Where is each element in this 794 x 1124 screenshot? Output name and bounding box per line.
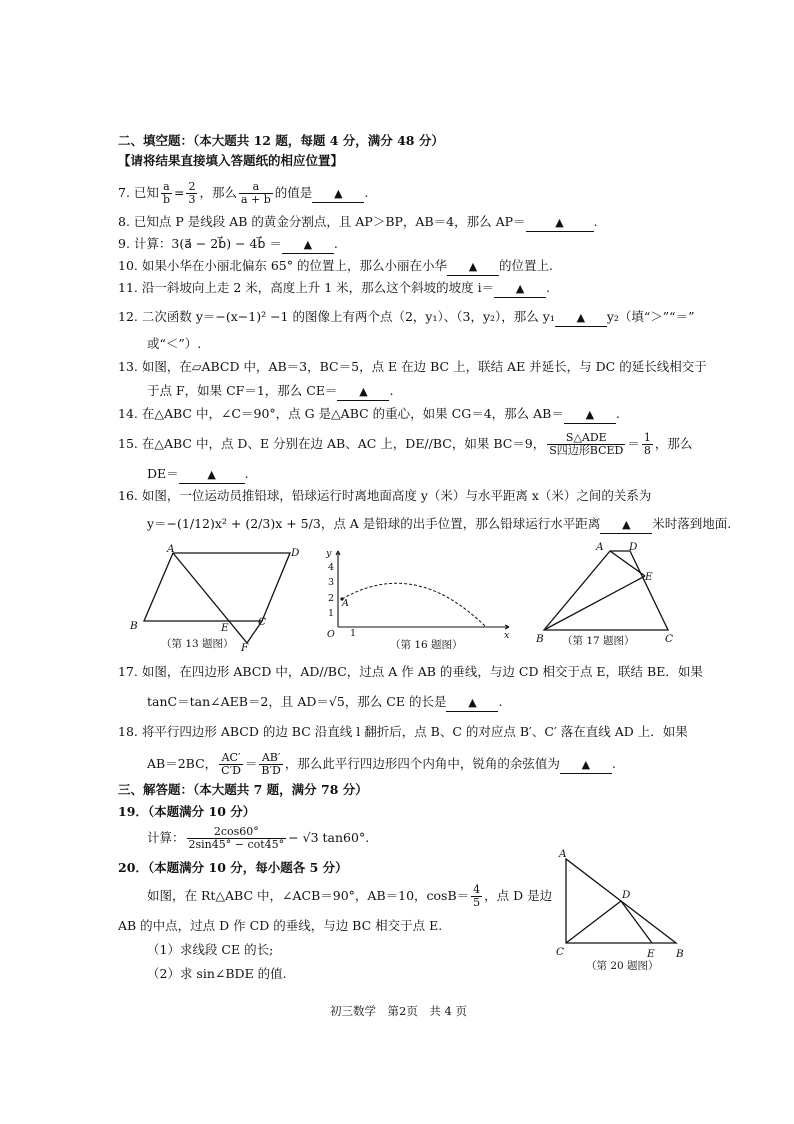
- f13-label-f: F: [241, 642, 249, 654]
- q7-number: 7.: [118, 185, 130, 200]
- q17-answer-blank[interactable]: [446, 694, 498, 712]
- q18-f1-denominator: C′D: [221, 764, 241, 777]
- f13-caption: （第 13 题图）: [161, 638, 234, 650]
- q11-end: .: [546, 280, 551, 295]
- f16-point-a: A: [342, 598, 349, 609]
- f16-caption: （第 16 题图）: [390, 639, 463, 651]
- question-14: [118, 406, 620, 424]
- q16-formula: y＝−(1/12)x² + (2/3)x + 5/3: [147, 516, 321, 531]
- f17-label-d: D: [629, 541, 638, 553]
- f20-caption: （第 20 题图）: [586, 960, 659, 972]
- answer-triangle-icon: ▲: [515, 282, 525, 295]
- q7-f1-numerator: a: [161, 181, 172, 194]
- q7-f3-denominator: a + b: [240, 193, 271, 206]
- q15-answer-blank[interactable]: [179, 466, 245, 484]
- answer-triangle-icon: ▲: [207, 468, 216, 481]
- q13-end: .: [389, 383, 394, 398]
- q17-line2: tanC＝tan∠AEB＝2，且 AD＝√5，那么 CE 的长是: [147, 694, 447, 709]
- section-2-instruction: 【请将结果直接填入答题纸的相应位置】: [118, 153, 344, 168]
- f17-label-b: B: [536, 633, 544, 645]
- q14-text: 14. 在△ABC 中，∠C＝90°，点 G 是△ABC 的重心，如果 CG＝4，那么 AB＝: [118, 406, 564, 421]
- q20-fraction-4-5: [471, 884, 482, 909]
- question-8: [118, 214, 598, 232]
- question-15: [118, 432, 692, 457]
- q18-equals: ＝: [244, 756, 258, 771]
- q12-mid: y₂（填“＞”“＝”: [606, 309, 695, 324]
- q9-answer-blank[interactable]: [282, 236, 334, 254]
- q15-area-ratio: [547, 432, 625, 457]
- q8-end: .: [593, 214, 598, 229]
- q15-line2: DE＝: [147, 466, 179, 481]
- q19-pre: 计算：: [147, 830, 185, 845]
- q18-f2-denominator: B′D: [261, 764, 281, 777]
- q16-line2: ，点 A 是铅球的出手位置，那么铅球运行水平距离: [320, 516, 601, 531]
- f16-y-tick-2: 2: [328, 593, 335, 604]
- q15-line2-wrap: [147, 466, 249, 484]
- question-19: [147, 826, 369, 851]
- f20-label-a: A: [559, 848, 567, 860]
- q7-f3-numerator: a: [239, 181, 273, 194]
- q15-equals: ＝: [627, 436, 640, 451]
- q17-line1: 17. 如图，在四边形 ABCD 中，AD//BC，过点 A 作 AB 的垂线，与边 CD 相交于点 E，联结 BE．如果: [118, 664, 703, 679]
- q7-answer-blank[interactable]: [312, 185, 364, 203]
- answer-triangle-icon: ▲: [581, 758, 591, 771]
- f16-y-tick-1: 1: [328, 608, 335, 619]
- f13-label-b: B: [130, 620, 138, 632]
- q7-mid: ，那么: [199, 185, 237, 200]
- q7-pre: 已知: [133, 185, 159, 200]
- question-12: [118, 309, 694, 327]
- q12-line2: 或“＜”）.: [147, 336, 202, 351]
- figure-20: [552, 845, 692, 975]
- answer-triangle-icon: ▲: [585, 408, 595, 421]
- f17-label-a: A: [596, 541, 604, 553]
- q20-numerator: 4: [473, 883, 481, 896]
- question-17: [147, 694, 502, 712]
- figure-16: [320, 545, 520, 655]
- q18-fraction-ab-bd: [259, 752, 282, 777]
- q16-end: 米时落到地面.: [652, 516, 732, 531]
- f17-caption: （第 17 题图）: [562, 635, 635, 647]
- q8-text: 8. 已知点 P 是线段 AB 的黄金分割点，且 AP＞BP，AB＝4，那么 AP＝: [118, 214, 526, 229]
- q18-post: ，那么此平行四边形四个内角中，锐角的余弦值为: [284, 756, 560, 771]
- q12-answer-blank[interactable]: [555, 309, 607, 327]
- q18-answer-blank[interactable]: [560, 756, 612, 774]
- q19-numerator: 2cos60°: [187, 826, 287, 839]
- f16-y-label: y: [326, 548, 332, 559]
- q15-ratio-denominator: S四边形BCED: [549, 444, 624, 457]
- answer-triangle-icon: ▲: [334, 187, 343, 200]
- f20-label-c: C: [556, 946, 565, 958]
- q15-value-denominator: 8: [643, 444, 651, 457]
- q15-value-numerator: 1: [643, 431, 651, 444]
- q7-end: .: [364, 185, 369, 200]
- figure-17: [530, 538, 690, 653]
- f20-label-b: B: [676, 948, 684, 960]
- figure-13: [125, 545, 320, 655]
- q7-f2-numerator: 2: [188, 180, 196, 193]
- question-20: [147, 884, 552, 909]
- q18-f1-numerator: AC′: [219, 752, 243, 765]
- question-18: [147, 752, 616, 777]
- f20-label-d: D: [622, 889, 631, 901]
- question-9: [118, 236, 338, 254]
- q18-end: .: [611, 756, 616, 771]
- q16-answer-blank[interactable]: [600, 516, 652, 534]
- q7-f1-denominator: b: [162, 193, 170, 206]
- answer-triangle-icon: ▲: [359, 385, 368, 398]
- q10-text: 10. 如果小华在小丽北偏东 65° 的位置上，那么小丽在小华: [118, 258, 447, 273]
- q7-equals: =: [173, 185, 185, 200]
- answer-triangle-icon: ▲: [622, 518, 631, 531]
- q11-text: 11. 沿一斜坡向上走 2 米，高度上升 1 米，那么这个斜坡的坡度 i＝: [118, 280, 495, 295]
- q20-denominator: 5: [473, 896, 481, 909]
- q7-fraction-2-3: [186, 181, 197, 206]
- f20-label-e: E: [647, 948, 655, 960]
- q7-fraction-a-apb: [239, 181, 273, 206]
- f16-y-tick-3: 3: [328, 577, 335, 588]
- section-2-title: 二、填空题：（本大题共 12 题，每题 4 分，满分 48 分）: [118, 133, 444, 148]
- f16-x-label: x: [504, 630, 510, 641]
- answer-triangle-icon: ▲: [555, 216, 564, 229]
- f16-origin: O: [327, 629, 335, 640]
- q7-post: 的值是: [274, 185, 313, 200]
- answer-triangle-icon: ▲: [468, 260, 478, 273]
- q13-line2: 于点 F，如果 CF＝1，那么 CE＝: [147, 383, 338, 398]
- q18-fraction-ac-cd: [219, 752, 243, 777]
- q9-text: 9. 计算：3(a⃗ − 2b⃗) − 4b⃗ ＝: [118, 236, 282, 251]
- q14-end: .: [615, 406, 620, 421]
- q7-fraction-a-b: [161, 181, 172, 206]
- f16-y-tick-4: 4: [328, 562, 335, 573]
- q19-post: − √3 tan60°.: [288, 830, 370, 845]
- q18-f2-numerator: AB′: [259, 752, 282, 765]
- q10-end: 的位置上.: [498, 258, 553, 273]
- q8-answer-blank[interactable]: [526, 214, 594, 232]
- question-7: [118, 181, 368, 206]
- q9-end: .: [333, 236, 338, 251]
- q15-pre: 15. 在△ABC 中，点 D、E 分别在边 AB、AC 上，DE//BC，如果 BC＝9，: [118, 436, 546, 451]
- q15-post: ，那么: [654, 436, 693, 451]
- q20-pre: 如图，在 Rt△ABC 中，∠ACB＝90°，AB＝10，cosB＝: [147, 888, 470, 903]
- f13-label-d: D: [291, 547, 300, 559]
- q15-end: .: [244, 466, 249, 481]
- f17-label-e: E: [645, 571, 653, 583]
- answer-triangle-icon: ▲: [468, 696, 477, 709]
- question-13: [147, 383, 393, 401]
- q11-answer-blank[interactable]: [494, 280, 546, 298]
- f13-label-e: E: [221, 622, 229, 634]
- q20-line2: AB 的中点，过点 D 作 CD 的垂线，与边 BC 相交于点 E.: [118, 918, 443, 933]
- section-3-title: 三、解答题：（本大题共 7 题，满分 78 分）: [118, 782, 368, 797]
- q7-f2-denominator: 3: [188, 193, 196, 206]
- q15-ratio-numerator: S△ADE: [547, 432, 625, 445]
- question-11: [118, 280, 550, 298]
- q16-line1: 16. 如图，一位运动员推铅球，铅球运行时离地面高度 y（米）与水平距离 x（米）之间的关系为: [118, 488, 652, 503]
- f13-label-c: C: [258, 616, 267, 628]
- f17-label-c: C: [665, 633, 674, 645]
- q14-answer-blank[interactable]: [564, 406, 616, 424]
- q19-denominator: 2sin45° − cot45°: [188, 838, 285, 851]
- q19-fraction: [187, 826, 287, 851]
- q20-post: ，点 D 是边: [484, 888, 553, 903]
- q13-line1: 13. 如图，在▱ABCD 中，AB＝3，BC＝5，点 E 在边 BC 上，联结 AE 并延长，与 DC 的延长线相交于: [118, 359, 707, 374]
- question-10: [118, 258, 553, 276]
- q10-answer-blank[interactable]: [447, 258, 499, 276]
- q20-sub1: （1）求线段 CE 的长;: [147, 942, 274, 957]
- question-16: [147, 516, 731, 534]
- answer-triangle-icon: ▲: [576, 311, 586, 324]
- q13-answer-blank[interactable]: [337, 383, 389, 401]
- f16-x-tick-1: 1: [350, 628, 357, 639]
- q19-title: 19．（本题满分 10 分）: [118, 804, 256, 819]
- q20-title: 20．（本题满分 10 分，每小题各 5 分）: [118, 860, 348, 875]
- q18-pre: AB＝2BC，: [147, 756, 218, 771]
- answer-triangle-icon: ▲: [303, 238, 313, 251]
- f13-label-a: A: [167, 543, 175, 555]
- q17-end: .: [498, 694, 503, 709]
- q15-fraction-1-8: [642, 432, 653, 457]
- q18-line1: 18. 将平行四边形 ABCD 的边 BC 沿直线 l 翻折后，点 B、C 的对应点 B′、C′ 落在直线 AD 上．如果: [118, 724, 688, 739]
- q12-text: 12. 二次函数 y＝−(x−1)² −1 的图像上有两个点（2，y₁）、（3，y₂），那么 y₁: [118, 309, 555, 324]
- page-footer: 初三数学 第2页 共 4 页: [330, 1004, 467, 1018]
- q20-sub2: （2）求 sin∠BDE 的值.: [147, 966, 287, 981]
